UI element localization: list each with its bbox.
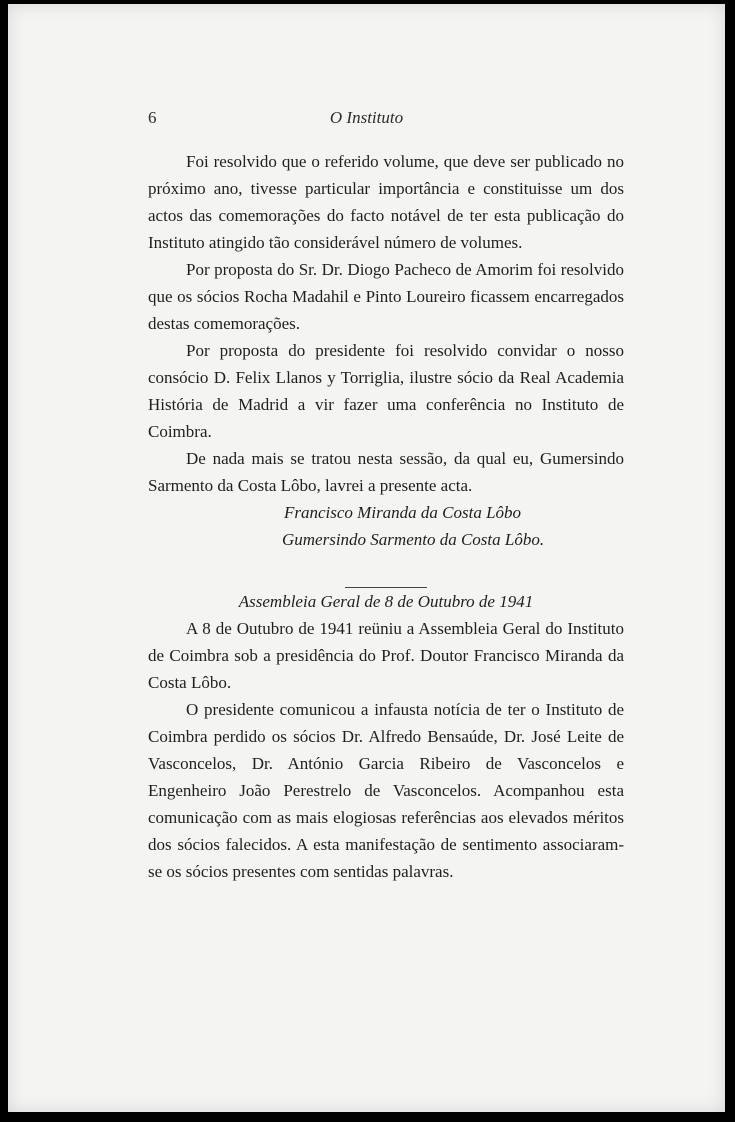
signature-secretary: Gumersindo Sarmento da Costa Lôbo. xyxy=(282,530,545,549)
paragraph-deceased-members: O presidente comunicou a infausta notícia de ter o Instituto de Coimbra perdido os sócios Dr. Alfredo Bensaúde, Dr. José Leite de Vasconcelos, Dr. António Garcia Ribeiro de Vasconcelos e Engenheiro João Perestrelo de Vasconcelos. Acompanhou esta comunicação com as mais elogiosas referências aos elevados méritos dos sócios falecidos. A esta manifestação de sentimento associaram-se os sócios presentes com sentidas palavras. xyxy=(148,700,624,881)
paragraph-volume-publication: Foi resolvido que o referido volume, que deve ser publicado no próximo ano, tivesse particular importância e constituisse um dos actos das comemorações do facto notável de ter esta publicação do Instituto atingido tão considerável número de volumes. xyxy=(148,152,624,252)
paragraph-assembly-meeting: A 8 de Outubro de 1941 reüniu a Assembleia Geral do Instituto de Coimbra sob a presidência do Prof. Doutor Francisco Miranda da Costa Lôbo. xyxy=(148,619,624,692)
page-number: 6 xyxy=(148,108,157,127)
signature-president: Francisco Miranda da Costa Lôbo xyxy=(284,503,522,522)
document-body xyxy=(148,148,624,885)
page-header xyxy=(8,108,725,132)
page-sheet xyxy=(8,4,725,1112)
paragraph-commemorations: Por proposta do Sr. Dr. Diogo Pacheco de Amorim foi resolvido que os sócios Rocha Madahil e Pinto Loureiro ficassem encarregados destas comemorações. xyxy=(148,260,624,333)
running-title: O Instituto xyxy=(329,108,404,127)
paragraph-closing: De nada mais se tratou nesta sessão, da qual eu, Gumersindo Sarmento da Costa Lôbo, lavrei a presente acta. xyxy=(148,449,624,495)
paragraph-invitation: Por proposta do presidente foi resolvido convidar o nosso consócio D. Felix Llanos y Torriglia, ilustre sócio da Real Academia História de Madrid a vir fazer uma conferência no Instituto de Coimbra. xyxy=(148,341,624,441)
section-title: Assembleia Geral de 8 de Outubro de 1941 xyxy=(238,592,534,611)
